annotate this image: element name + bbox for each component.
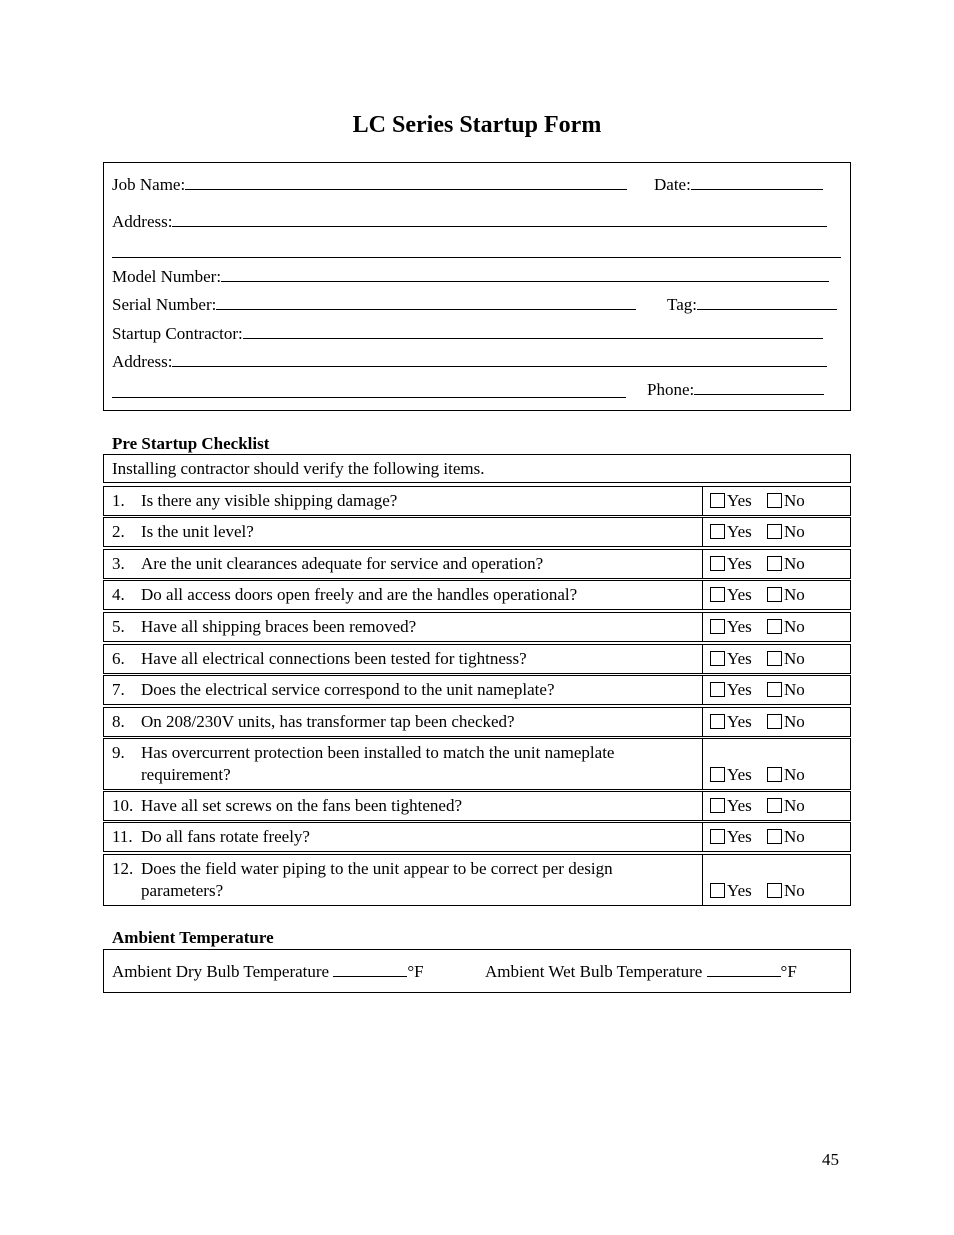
checklist-row [103,517,851,547]
no-option[interactable] [767,796,805,816]
contractor-address-label: Address: [112,352,173,371]
checklist-row [103,486,851,516]
yes-label: Yes [727,881,752,900]
yes-option[interactable] [710,617,752,637]
wet-bulb-row [485,961,797,982]
question-number: 7. [112,680,125,699]
question-number: 9. [112,743,125,762]
serial-number-label: Serial Number: [112,295,217,314]
no-option[interactable] [767,617,805,637]
answer-cell [703,645,850,673]
question-cell [104,550,703,578]
yes-label: Yes [727,796,752,815]
yes-label: Yes [727,522,752,541]
question-number: 11. [112,827,133,846]
contractor-address-line-2[interactable] [112,397,626,398]
question-cell [104,581,703,609]
no-label: No [784,491,805,510]
question-text: On 208/230V units, has transformer tap been checked? [141,712,515,731]
yes-option[interactable] [710,827,752,847]
no-option[interactable] [767,712,805,732]
question-number: 1. [112,491,125,510]
yes-option[interactable] [710,554,752,574]
checklist-row [103,549,851,579]
checklist-row [103,738,851,790]
question-text: Does the electrical service correspond to the unit nameplate? [141,680,555,699]
tag-field[interactable] [697,294,837,310]
question-cell [104,708,703,736]
yes-checkbox[interactable] [710,798,725,813]
yes-checkbox[interactable] [710,883,725,898]
question-text: Is the unit level? [141,522,254,541]
question-cell [104,855,703,905]
checklist-row [103,707,851,737]
question-cell [104,613,703,641]
checklist-intro-box [103,454,851,483]
no-label: No [784,796,805,815]
address-line-2[interactable] [112,257,841,258]
question-text: Do all fans rotate freely? [141,827,310,846]
yes-label: Yes [727,712,752,731]
yes-label: Yes [727,617,752,636]
question-number: 8. [112,712,125,731]
answer-cell [703,550,850,578]
no-label: No [784,554,805,573]
question-text: Does the field water piping to the unit appear to be correct per design parameters? [141,859,613,900]
answer-cell [703,676,850,704]
no-label: No [784,712,805,731]
question-text: Has overcurrent protection been installed to match the unit nameplate requirement? [141,743,615,784]
yes-label: Yes [727,554,752,573]
model-number-field[interactable] [221,266,829,282]
question-cell [104,676,703,704]
job-name-field[interactable] [185,174,627,190]
question-text: Do all access doors open freely and are the handles operational? [141,585,578,604]
no-checkbox[interactable] [767,682,782,697]
job-name-label: Job Name: [112,175,186,194]
tag-label: Tag: [667,295,697,314]
yes-label: Yes [727,585,752,604]
question-cell [104,739,703,789]
question-number: 2. [112,522,125,541]
checklist-row [103,791,851,821]
dry-bulb-label: Ambient Dry Bulb Temperature [112,962,330,981]
yes-option[interactable] [710,680,752,700]
startup-contractor-field[interactable] [243,323,823,339]
yes-checkbox[interactable] [710,587,725,602]
question-text: Have all electrical connections been tested for tightness? [141,649,527,668]
answer-cell [703,855,850,905]
model-number-label: Model Number: [112,267,222,286]
no-checkbox[interactable] [767,883,782,898]
answer-cell [703,487,850,515]
answer-cell [703,823,850,851]
question-number: 4. [112,585,125,604]
answer-cell [703,613,850,641]
yes-option[interactable] [710,491,752,511]
no-label: No [784,585,805,604]
form-title: LC Series Startup Form [352,112,602,138]
yes-label: Yes [727,765,752,784]
checklist-heading: Pre Startup Checklist [112,434,270,453]
answer-cell [703,792,850,820]
startup-contractor-label: Startup Contractor: [112,324,243,343]
no-label: No [784,522,805,541]
yes-checkbox[interactable] [710,767,725,782]
date-field[interactable] [691,174,823,190]
yes-checkbox[interactable] [710,619,725,634]
yes-label: Yes [727,491,752,510]
no-option[interactable] [767,522,805,542]
serial-number-field[interactable] [216,294,636,310]
question-number: 3. [112,554,125,573]
no-option[interactable] [767,827,805,847]
no-checkbox[interactable] [767,798,782,813]
date-row [654,174,823,195]
no-label: No [784,881,805,900]
question-number: 10. [112,796,134,815]
yes-option[interactable] [710,765,752,785]
yes-option[interactable] [710,881,752,901]
address-field[interactable] [172,211,827,227]
question-cell [104,792,703,820]
question-cell [104,823,703,851]
dry-bulb-row [112,961,424,982]
job-name-row [112,174,627,195]
no-checkbox[interactable] [767,556,782,571]
yes-option[interactable] [710,585,752,605]
answer-cell [703,708,850,736]
question-text: Have all set screws on the fans been tightened? [141,796,462,815]
no-option[interactable] [767,881,805,901]
no-label: No [784,649,805,668]
address-row [112,211,827,232]
ambient-heading: Ambient Temperature [112,928,274,947]
yes-checkbox[interactable] [710,556,725,571]
checklist-row [103,822,851,852]
no-option[interactable] [767,649,805,669]
checklist-row [103,675,851,705]
yes-label: Yes [727,649,752,668]
no-checkbox[interactable] [767,524,782,539]
page-number: 45 [822,1150,839,1169]
yes-checkbox[interactable] [710,829,725,844]
no-checkbox[interactable] [767,829,782,844]
dry-bulb-unit: °F [407,962,424,981]
serial-number-row [112,294,636,315]
no-checkbox[interactable] [767,714,782,729]
dry-bulb-field[interactable] [333,961,407,977]
no-checkbox[interactable] [767,651,782,666]
wet-bulb-label: Ambient Wet Bulb Temperature [485,962,703,981]
startup-contractor-row [112,323,823,344]
question-cell [104,645,703,673]
no-option[interactable] [767,680,805,700]
no-option[interactable] [767,554,805,574]
question-number: 12. [112,859,134,878]
no-checkbox[interactable] [767,767,782,782]
no-label: No [784,617,805,636]
contractor-address-field[interactable] [172,351,827,367]
yes-label: Yes [727,827,752,846]
checklist-row [103,612,851,642]
question-text: Have all shipping braces been removed? [141,617,417,636]
no-label: No [784,765,805,784]
no-option[interactable] [767,491,805,511]
checklist-row [103,854,851,906]
yes-checkbox[interactable] [710,651,725,666]
yes-option[interactable] [710,649,752,669]
contractor-address-row [112,351,827,372]
answer-cell [703,739,850,789]
yes-checkbox[interactable] [710,714,725,729]
model-number-row [112,266,829,287]
phone-row [647,379,824,400]
checklist-intro: Installing contractor should verify the following items. [112,459,485,478]
yes-option[interactable] [710,796,752,816]
question-cell [104,487,703,515]
no-checkbox[interactable] [767,587,782,602]
no-checkbox[interactable] [767,619,782,634]
question-text: Is there any visible shipping damage? [141,491,398,510]
phone-field[interactable] [694,379,824,395]
answer-cell [703,581,850,609]
checklist-row [103,644,851,674]
checklist-row [103,580,851,610]
tag-row [667,294,837,315]
yes-checkbox[interactable] [710,682,725,697]
wet-bulb-field[interactable] [707,961,781,977]
no-option[interactable] [767,765,805,785]
question-number: 6. [112,649,125,668]
date-label: Date: [654,175,691,194]
answer-cell [703,518,850,546]
phone-label: Phone: [647,380,695,399]
yes-checkbox[interactable] [710,524,725,539]
wet-bulb-unit: °F [780,962,797,981]
yes-checkbox[interactable] [710,493,725,508]
question-text: Are the unit clearances adequate for service and operation? [141,554,544,573]
no-checkbox[interactable] [767,493,782,508]
no-label: No [784,827,805,846]
question-number: 5. [112,617,125,636]
no-option[interactable] [767,585,805,605]
address-label: Address: [112,212,173,231]
yes-label: Yes [727,680,752,699]
question-cell [104,518,703,546]
yes-option[interactable] [710,522,752,542]
no-label: No [784,680,805,699]
yes-option[interactable] [710,712,752,732]
